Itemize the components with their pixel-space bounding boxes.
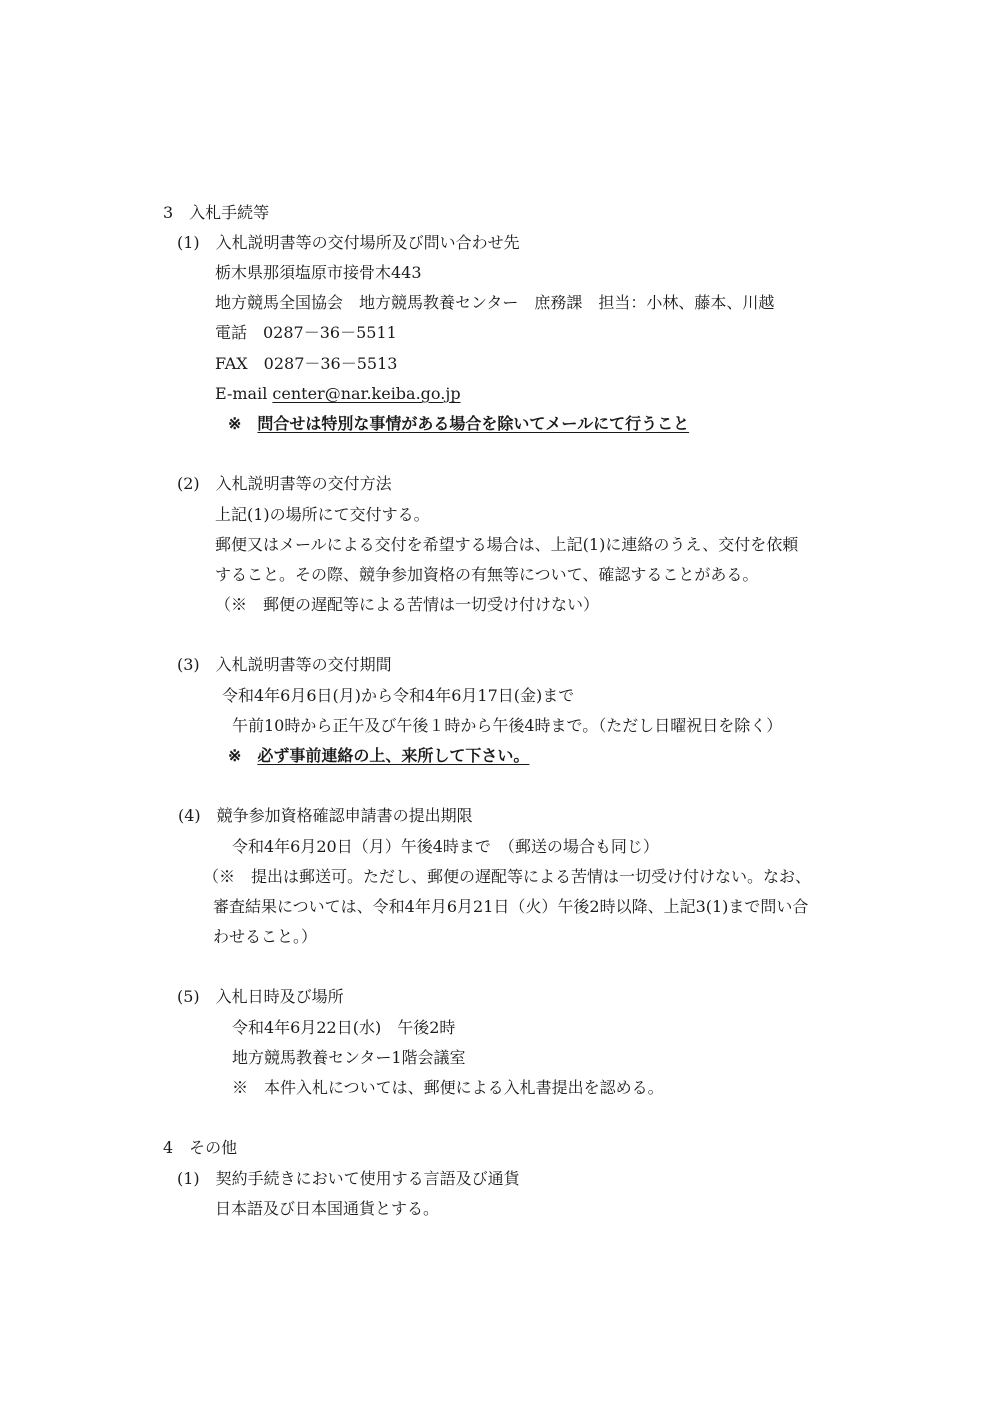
- item-3-1-organization: 地方競馬全国協会 地方競馬教養センター 庶務課 担当：小林、藤本、川越: [215, 293, 775, 312]
- item-3-1-address: 栃木県那須塩原市接骨木443: [215, 263, 422, 282]
- item-3-4-line4: わせること。）: [213, 927, 318, 946]
- item-3-3-line2: 午前10時から正午及び午後１時から午後4時まで。（ただし日曜祝日を除く）: [232, 716, 783, 735]
- item-3-1-telephone: 電話 0287－36－5511: [215, 323, 397, 342]
- item-3-5-line3: ※ 本件入札については、郵便による入札書提出を認める。: [232, 1078, 664, 1097]
- note-text: 必ず事前連絡の上、来所して下さい。: [257, 746, 530, 765]
- item-3-4-line3: 審査結果については、令和4年月6月21日（火）午後2時以降、上記3(1)まで問い合: [213, 897, 809, 916]
- item-3-3-note: [228, 746, 529, 766]
- item-3-2-line4: （※ 郵便の遅配等による苦情は一切受け付けない）: [215, 595, 600, 614]
- item-3-4-line2: （※ 提出は郵送可。ただし、郵便の遅配等による苦情は一切受け付けない。なお、: [203, 867, 812, 886]
- item-3-3-title: (3) 入札説明書等の交付期間: [177, 655, 392, 674]
- section-3-heading: 3 入札手続等: [163, 203, 270, 222]
- email-link[interactable]: center@nar.keiba.go.jp: [272, 384, 461, 403]
- note-text: 問合せは特別な事情がある場合を除いてメールにて行うこと: [257, 414, 690, 433]
- item-3-1-note: [228, 414, 689, 434]
- item-3-2-title: (2) 入札説明書等の交付方法: [177, 474, 392, 493]
- item-4-1-line1: 日本語及び日本国通貨とする。: [215, 1199, 440, 1218]
- note-mark: ※: [228, 746, 242, 765]
- item-3-2-line1: 上記(1)の場所にて交付する。: [215, 505, 430, 524]
- item-3-5-line2: 地方競馬教養センター1階会議室: [232, 1048, 466, 1067]
- item-3-2-line3: すること。その際、競争参加資格の有無等について、確認することがある。: [215, 565, 759, 584]
- item-3-4-title: (4) 競争参加資格確認申請書の提出期限: [178, 806, 473, 825]
- item-4-1-title: (1) 契約手続きにおいて使用する言語及び通貨: [177, 1169, 520, 1188]
- item-3-5-line1: 令和4年6月22日(水) 午後2時: [232, 1018, 456, 1037]
- item-3-4-line1: 令和4年6月20日（月）午後4時まで （郵送の場合も同じ）: [232, 837, 659, 856]
- item-3-3-line1: 令和4年6月6日(月)から令和4年6月17日(金)まで: [222, 686, 575, 705]
- item-3-1-title: (1) 入札説明書等の交付場所及び問い合わせ先: [177, 233, 520, 252]
- email-label: E-mail: [215, 384, 273, 403]
- item-3-1-fax: FAX 0287－36－5513: [215, 354, 398, 373]
- section-4-heading: 4 その他: [163, 1138, 238, 1157]
- item-3-2-line2: 郵便又はメールによる交付を希望する場合は、上記(1)に連絡のうえ、交付を依頼: [215, 535, 799, 554]
- item-3-1-email: [215, 384, 461, 404]
- item-3-5-title: (5) 入札日時及び場所: [177, 987, 344, 1006]
- note-mark: ※: [228, 414, 242, 433]
